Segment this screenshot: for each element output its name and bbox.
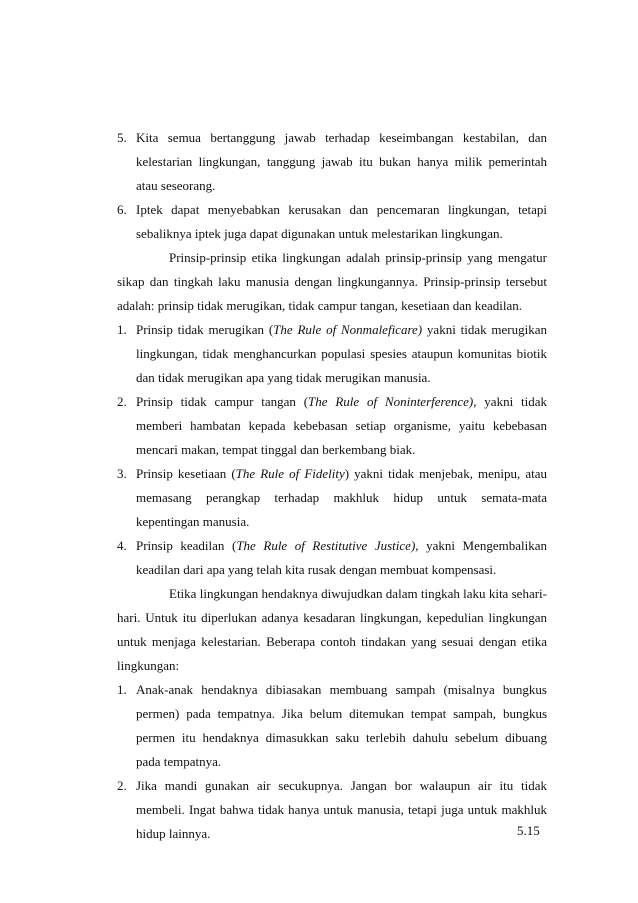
line-text: lingkungan: <box>117 658 180 673</box>
line-text: permen) pada tempatnya. Jika belum ditemukan tempat sampah, bungkus <box>136 706 547 721</box>
line-text-after: , yakni tidak <box>473 394 547 409</box>
line-text: Kita semua bertanggung jawab terhadap keseimbangan kestabilan, dan <box>136 130 547 145</box>
text-line <box>117 390 547 414</box>
page-number: 5.15 <box>517 823 540 838</box>
line-text: keadilan dari apa yang telah kita rusak dengan membuat kompensasi. <box>136 562 497 577</box>
text-line <box>117 582 547 606</box>
latin-term: The Rule of Fidelity <box>235 466 345 481</box>
list-number: 4. <box>117 538 127 553</box>
line-text: Prinsip-prinsip etika lingkungan adalah prinsip-prinsip yang mengatur <box>169 250 547 265</box>
list-number: 3. <box>117 466 127 481</box>
text-line <box>117 798 547 822</box>
latin-term: The Rule of Nonmaleficare) <box>273 322 423 337</box>
line-text: kelestarian lingkungan, tanggung jawab itu bukan hanya milik pemerintah <box>136 154 547 169</box>
text-line <box>117 126 547 150</box>
line-text: dan tidak merugikan apa yang tidak merugikan manusia. <box>136 370 431 385</box>
line-text: membeli. Ingat bahwa tidak hanya untuk manusia, tetapi juga untuk makhluk <box>136 802 547 817</box>
line-text: lingkungan, tidak menghancurkan populasi spesies ataupun komunitas biotik <box>136 346 547 361</box>
line-text-after: yakni tidak merugikan <box>422 322 547 337</box>
line-text: Prinsip keadilan ( <box>136 538 237 553</box>
list-number: 5. <box>117 130 127 145</box>
line-text: Prinsip tidak campur tangan ( <box>136 394 309 409</box>
text-line <box>117 222 547 246</box>
text-line <box>117 150 547 174</box>
text-line <box>117 750 547 774</box>
line-text: sikap dan tingkah laku manusia dengan lingkungannya. Prinsip-prinsip tersebut <box>117 274 547 289</box>
text-line <box>117 174 547 198</box>
text-line <box>117 270 547 294</box>
line-text: kepentingan manusia. <box>136 514 250 529</box>
text-line <box>117 510 547 534</box>
text-line <box>117 678 547 702</box>
text-line <box>117 630 547 654</box>
list-number: 1. <box>117 682 127 697</box>
line-text: mencari makan, tempat tinggal dan berkembang biak. <box>136 442 416 457</box>
line-text: Iptek dapat menyebabkan kerusakan dan pencemaran lingkungan, tetapi <box>136 202 547 217</box>
body-text <box>117 126 547 846</box>
line-text: Anak-anak hendaknya dibiasakan membuang sampah (misalnya bungkus <box>136 682 547 697</box>
text-line <box>117 822 547 846</box>
text-line <box>117 294 547 318</box>
text-line <box>117 702 547 726</box>
text-line <box>117 486 547 510</box>
line-text: sebaliknya iptek juga dapat digunakan untuk melestarikan lingkungan. <box>136 226 503 241</box>
list-number: 1. <box>117 322 127 337</box>
list-number: 2. <box>117 778 127 793</box>
text-line <box>117 246 547 270</box>
text-line <box>117 318 547 342</box>
line-text: permen itu hendaknya dimasukkan saku terlebih dahulu sebelum dibuang <box>136 730 547 745</box>
text-line <box>117 462 547 486</box>
text-line <box>117 558 547 582</box>
text-line <box>117 774 547 798</box>
text-line <box>117 414 547 438</box>
latin-term: The Rule of Noninterference) <box>308 394 474 409</box>
text-line <box>117 606 547 630</box>
line-text: untuk menjaga kelestarian. Beberapa contoh tindakan yang sesuai dengan etika <box>117 634 547 649</box>
text-line <box>117 654 547 678</box>
line-text-after: , yakni Mengembalikan <box>415 538 547 553</box>
line-text: atau seseorang. <box>136 178 216 193</box>
text-line <box>117 342 547 366</box>
line-text: memberi hambatan kepada kebebasan setiap organisme, yaitu kebebasan <box>136 418 547 433</box>
list-number: 6. <box>117 202 127 217</box>
line-text: Prinsip tidak merugikan ( <box>136 322 274 337</box>
text-line <box>117 726 547 750</box>
line-text: hari. Untuk itu diperlukan adanya kesadaran lingkungan, kepedulian lingkungan <box>117 610 547 625</box>
line-text: adalah: prinsip tidak merugikan, tidak campur tangan, kesetiaan dan keadilan. <box>117 298 523 313</box>
line-text: hidup lainnya. <box>136 826 211 841</box>
list-number: 2. <box>117 394 127 409</box>
text-line <box>117 198 547 222</box>
text-line <box>117 534 547 558</box>
line-text: Prinsip kesetiaan ( <box>136 466 236 481</box>
line-text-after: ) yakni tidak menjebak, menipu, atau <box>344 466 547 481</box>
text-line <box>117 366 547 390</box>
line-text: pada tempatnya. <box>136 754 222 769</box>
line-text: Etika lingkungan hendaknya diwujudkan dalam tingkah laku kita sehari- <box>169 586 547 601</box>
latin-term: The Rule of Restitutive Justice) <box>236 538 416 553</box>
text-line <box>117 438 547 462</box>
line-text: Jika mandi gunakan air secukupnya. Jangan bor walaupun air itu tidak <box>136 778 547 793</box>
line-text: memasang perangkap terhadap makhluk hidup untuk semata-mata <box>136 490 547 505</box>
